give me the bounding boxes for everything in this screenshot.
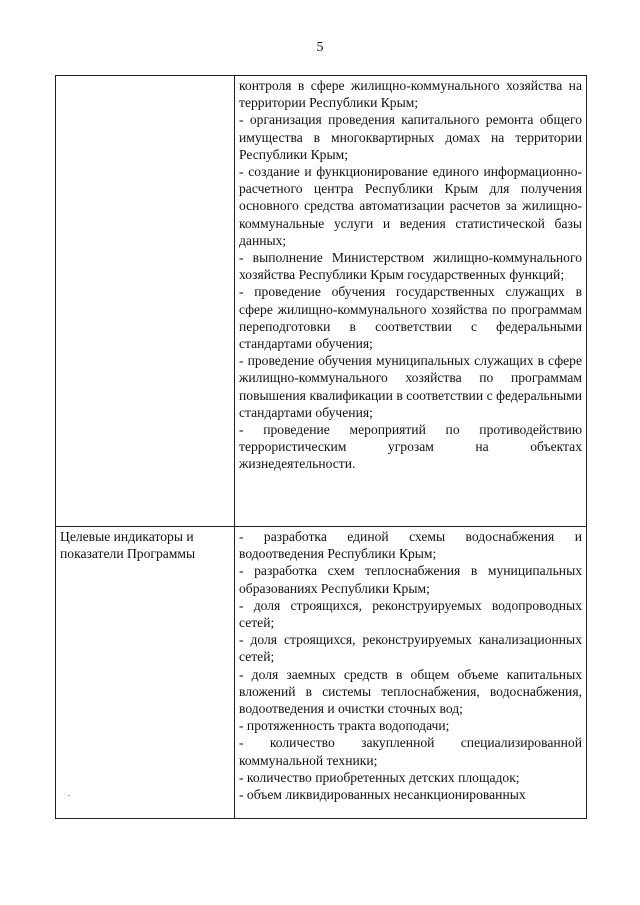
list-item: - проведение обучения государственных служащих в сфере жилищно-коммунального хозяйства по программам переподготовки в соответствии с федеральными стандартами обучения;	[239, 284, 582, 352]
list-item: контроля в сфере жилищно-коммунального хозяйства на территории Республики Крым;	[239, 78, 582, 111]
list-item: - количество закупленной специализированной коммунальной техники;	[239, 735, 582, 768]
row-label-cell: Целевые индикаторы и показатели Программы	[56, 527, 235, 819]
list-item: - количество приобретенных детских площадок;	[239, 769, 520, 785]
list-item: - создание и функционирование единого информационно-расчетного центра Республики Крым для получения основного средства автоматизации расчетов за жилищно-коммунальные услуги и ведения статистической базы данных;	[239, 164, 582, 248]
list-item: - выполнение Министерством жилищно-коммунального хозяйства Республики Крым государственных функций;	[239, 250, 582, 283]
row-content-cell	[235, 76, 587, 527]
table-row	[56, 527, 587, 819]
list-item: - доля заемных средств в общем объеме капитальных вложений в системы теплоснабжения, водоснабжения, водоотведения и очистки сточных вод;	[239, 666, 582, 717]
page-number: 5	[316, 40, 324, 55]
row-content-cell	[235, 527, 587, 819]
list-item: - доля строящихся, реконструируемых водопроводных сетей;	[239, 597, 582, 631]
scan-speck	[68, 795, 70, 796]
list-item: - разработка единой схемы водоснабжения и водоотведения Республики Крым;	[239, 529, 582, 562]
list-item: - проведение мероприятий по противодействию террористическим угрозам на объектах жизнедеятельности.	[239, 422, 582, 472]
list-item: - доля строящихся, реконструируемых канализационных сетей;	[239, 632, 582, 665]
row-label-cell	[56, 76, 235, 527]
list-item: - организация проведения капитального ремонта общего имущества в многоквартирных домах на территории Республики Крым;	[239, 112, 582, 162]
list-item: - разработка схем теплоснабжения в муниципальных образованиях Республики Крым;	[239, 563, 582, 596]
program-table	[55, 75, 587, 819]
list-item: - проведение обучения муниципальных служащих в сфере жилищно-коммунального хозяйства по программам повышения квалификации в соответствии с федеральными стандартами обучения;	[239, 353, 582, 420]
list-item: - объем ликвидированных несанкционированных	[239, 787, 526, 803]
list-item: - протяженность тракта водоподачи;	[239, 718, 450, 734]
table-row	[56, 76, 587, 527]
